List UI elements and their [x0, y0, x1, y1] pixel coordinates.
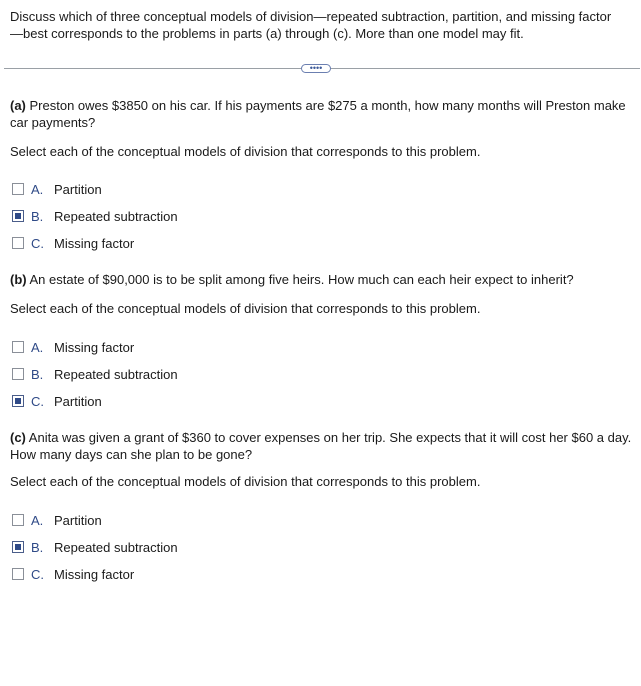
- option-letter: B.: [31, 209, 44, 224]
- option-letter: A.: [31, 340, 44, 355]
- checkbox[interactable]: [12, 237, 24, 249]
- part-b-instruction: Select each of the conceptual models of division that corresponds to this problem.: [10, 301, 481, 316]
- part-b-option-c[interactable]: [12, 394, 212, 410]
- checkbox[interactable]: [12, 368, 24, 380]
- part-a-option-b[interactable]: [12, 209, 212, 225]
- checkbox[interactable]: [12, 395, 24, 407]
- option-label: Missing factor: [54, 340, 135, 355]
- part-c-label: (c): [10, 430, 26, 445]
- part-c-question: [10, 429, 635, 463]
- option-label: Missing factor: [54, 236, 135, 251]
- option-label: Partition: [54, 513, 102, 528]
- option-label: Missing factor: [54, 567, 135, 582]
- part-b-option-a[interactable]: [12, 340, 212, 356]
- option-letter: C.: [31, 567, 44, 582]
- part-c-option-b[interactable]: [12, 540, 212, 556]
- option-letter: C.: [31, 236, 44, 251]
- option-letter: B.: [31, 367, 44, 382]
- checkbox[interactable]: [12, 210, 24, 222]
- part-c-option-c[interactable]: [12, 567, 212, 583]
- option-label: Partition: [54, 182, 102, 197]
- part-c-question-text: Anita was given a grant of $360 to cover expenses on her trip. She expects that it will cost her $60 a day. How many days can she plan to be gone?: [10, 430, 632, 462]
- part-b-question-text: An estate of $90,000 is to be split among five heirs. How much can each heir expect to inherit?: [29, 272, 574, 287]
- part-a-instruction: Select each of the conceptual models of division that corresponds to this problem.: [10, 144, 481, 159]
- part-a-option-c[interactable]: [12, 236, 212, 252]
- checkbox[interactable]: [12, 514, 24, 526]
- option-letter: C.: [31, 394, 44, 409]
- option-letter: A.: [31, 513, 44, 528]
- part-b-question: [10, 271, 635, 288]
- part-a-question-text: Preston owes $3850 on his car. If his payments are $275 a month, how many months will Preston make car payments?: [10, 98, 626, 130]
- part-c-option-a[interactable]: [12, 513, 212, 529]
- option-label: Repeated subtraction: [54, 540, 178, 555]
- part-c-instruction: Select each of the conceptual models of division that corresponds to this problem.: [10, 474, 481, 489]
- problem-intro: Discuss which of three conceptual models of division—repeated subtraction, partition, and missing factor—best corresponds to the problems in parts (a) through (c). More than one model may fit.: [10, 9, 612, 41]
- part-c: [10, 429, 635, 489]
- option-letter: B.: [31, 540, 44, 555]
- checkbox[interactable]: [12, 568, 24, 580]
- checkbox[interactable]: [12, 541, 24, 553]
- part-b: [10, 271, 635, 316]
- checkbox[interactable]: [12, 183, 24, 195]
- checkbox[interactable]: [12, 341, 24, 353]
- part-b-option-b[interactable]: [12, 367, 212, 383]
- expand-more-button[interactable]: ••••: [301, 64, 331, 73]
- option-label: Partition: [54, 394, 102, 409]
- part-a: [10, 97, 635, 159]
- part-a-label: (a): [10, 98, 26, 113]
- option-letter: A.: [31, 182, 44, 197]
- option-label: Repeated subtraction: [54, 367, 178, 382]
- part-a-option-a[interactable]: [12, 182, 212, 198]
- part-b-label: (b): [10, 272, 27, 287]
- option-label: Repeated subtraction: [54, 209, 178, 224]
- part-a-question: [10, 97, 635, 131]
